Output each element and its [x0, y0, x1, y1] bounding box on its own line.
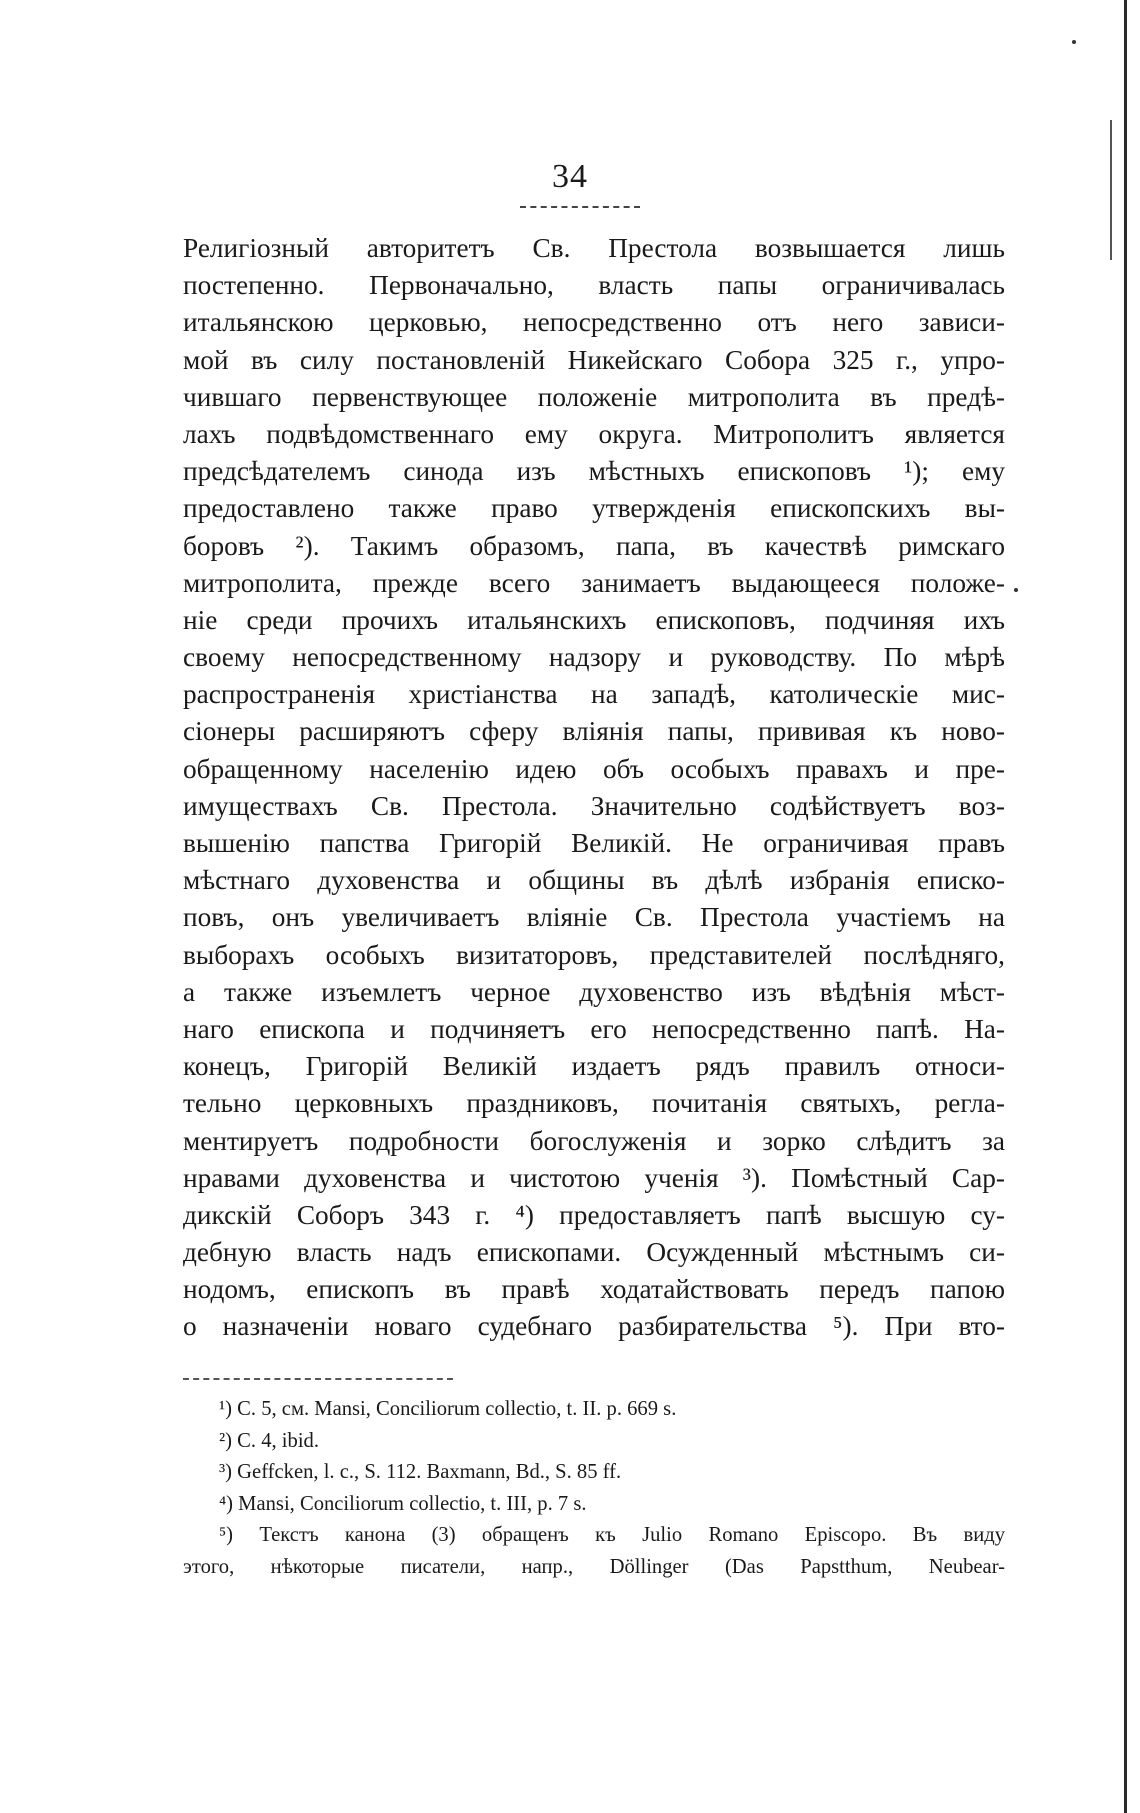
body-line: своему непосредственному надзору и руководству. По мѣрѣ	[183, 642, 1005, 673]
body-line: боровъ ²). Такимъ образомъ, папа, въ качествѣ римскаго	[183, 530, 1005, 561]
body-line: вышенію папства Григорій Великій. Не ограничивая правъ	[183, 828, 1005, 858]
body-line: нравами духовенства и чистотою ученія ³). Помѣстный Сар-	[183, 1162, 1005, 1193]
header-rule	[520, 206, 640, 208]
body-line: ніе среди прочихъ итальянскихъ епископовъ, подчиняя ихъ	[183, 604, 1005, 635]
body-line: чившаго первенствующее положеніе митрополита въ предѣ-	[183, 381, 1005, 412]
footnote: ¹) C. 5, см. Mansi, Conciliorum collectio, t. II. p. 669 s.	[219, 1398, 677, 1420]
body-line: дебную власть надъ епископами. Осужденный мѣстнымъ си-	[183, 1237, 1005, 1268]
body-line: митрополита, прежде всего занимаетъ выдающееся положе-	[183, 567, 1005, 598]
body-line: повъ, онъ увеличиваетъ вліяніе Св. Престола участіемъ на	[183, 902, 1005, 933]
body-line: ментируетъ подробности богослуженія и зорко слѣдитъ за	[183, 1125, 1005, 1156]
body-line: предоставлено также право утвержденія епископскихъ вы-	[183, 493, 1005, 524]
body-line: тельно церковныхъ праздниковъ, почитанія святыхъ, регла-	[183, 1088, 1005, 1119]
footnote-continuation: этого, нѣкоторые писатели, напр., Döllinger (Das Papstthum, Neubear-	[183, 1555, 1005, 1578]
page-number: 34	[552, 158, 588, 195]
body-line: а также изъемлетъ черное духовенство изъ вѣдѣнія мѣст-	[183, 976, 1005, 1007]
footnote: ³) Geffcken, l. c., S. 112. Baxmann, Bd., S. 85 ff.	[219, 1461, 622, 1483]
footnotes	[183, 1394, 1005, 1583]
scan-edge-line	[1124, 0, 1127, 1813]
footnote: ²) C. 4, ibid.	[219, 1429, 319, 1452]
footnote-rule	[183, 1378, 453, 1380]
body-line: конецъ, Григорій Великій издаетъ рядъ правилъ относи-	[183, 1051, 1005, 1082]
scan-edge-mark	[1110, 120, 1112, 260]
body-line: о назначеніи новаго судебнаго разбирательства ⁵). При вто-	[183, 1311, 1005, 1342]
body-line: постепенно. Первоначально, власть папы ограничивалась	[183, 270, 1005, 301]
body-line: наго епископа и подчиняетъ его непосредственно папѣ. На-	[183, 1013, 1005, 1044]
footnote: ⁵) Текстъ канона (3) обращенъ къ Julio Romano Episcopo. Въ виду	[219, 1524, 1005, 1546]
body-line: предсѣдателемъ синода изъ мѣстныхъ епископовъ ¹); ему	[183, 456, 1005, 487]
body-line: нодомъ, епископъ въ правѣ ходатайствовать передъ папою	[183, 1274, 1005, 1305]
body-line: обращенному населенію идею объ особыхъ правахъ и пре-	[183, 753, 1005, 784]
body-text	[183, 230, 1005, 1346]
body-line: мѣстнаго духовенства и общины въ дѣлѣ избранія еписко-	[183, 865, 1005, 896]
body-line: дикскій Соборъ 343 г. ⁴) предоставляетъ папѣ высшую су-	[183, 1199, 1005, 1230]
body-line: итальянскою церковью, непосредственно отъ него зависи-	[183, 307, 1005, 338]
body-line: имуществахъ Св. Престола. Значительно содѣйствуетъ воз-	[183, 790, 1005, 821]
body-line: выборахъ особыхъ визитаторовъ, представителей послѣдняго,	[183, 939, 1005, 970]
scan-speck	[1014, 588, 1018, 592]
body-line: мой въ силу постановленій Никейскаго Собора 325 г., упро-	[183, 344, 1005, 375]
body-line: сіонеры расширяютъ сферу вліянія папы, прививая къ ново-	[183, 716, 1005, 747]
body-line: Религіозный авторитетъ Св. Престола возвышается лишь	[183, 233, 1005, 263]
body-line: распространенія христіанства на западѣ, католическіе мис-	[183, 679, 1005, 710]
scan-speck	[1072, 40, 1076, 44]
body-line: лахъ подвѣдомственнаго ему округа. Митрополитъ является	[183, 418, 1005, 449]
footnote: ⁴) Mansi, Conciliorum collectio, t. III, p. 7 s.	[219, 1492, 587, 1515]
